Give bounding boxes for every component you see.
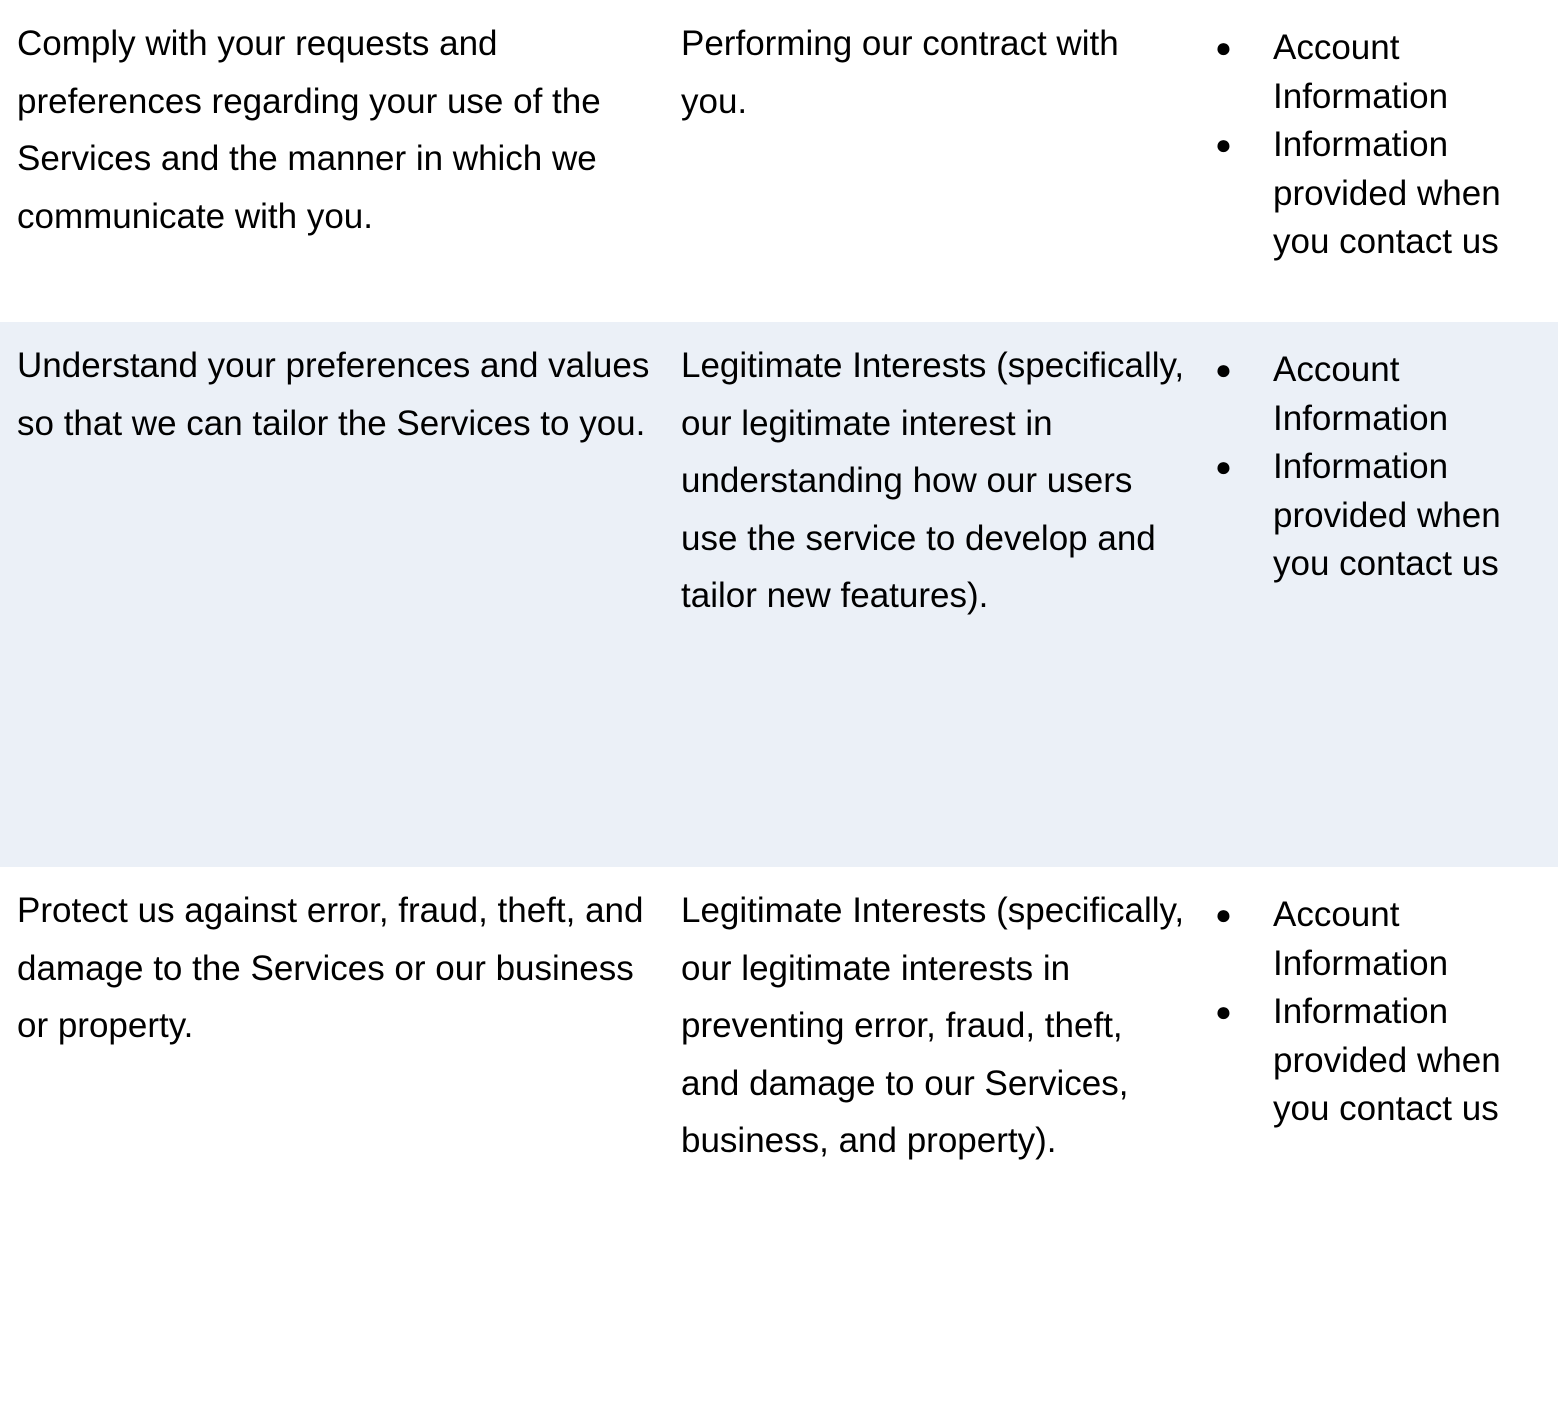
list-item	[1185, 24, 1558, 121]
bullet-icon: ●	[1215, 354, 1232, 385]
purpose-cell	[0, 0, 665, 322]
info-categories-cell	[1185, 867, 1558, 1404]
legal-basis-cell	[665, 322, 1185, 867]
list-item	[1185, 121, 1558, 267]
info-category-text: Information provided when you contact us	[1273, 447, 1501, 583]
info-category-text: Account Information	[1273, 895, 1449, 983]
legal-basis-text: Performing our contract with you.	[681, 24, 1119, 121]
list-item	[1185, 443, 1558, 589]
table-row	[0, 0, 1558, 322]
legal-basis-cell	[665, 0, 1185, 322]
info-categories-list	[1185, 867, 1558, 1134]
list-item	[1185, 988, 1558, 1134]
table-row	[0, 867, 1558, 1404]
legal-basis-cell	[665, 867, 1185, 1404]
bullet-icon: ●	[1215, 129, 1232, 160]
info-category-text: Account Information	[1273, 350, 1449, 438]
purpose-text: Comply with your requests and preferences regarding your use of the Services and the manner in which we communicate with you.	[17, 24, 601, 236]
bullet-icon: ●	[1215, 996, 1232, 1027]
info-categories-list	[1185, 322, 1558, 589]
legal-basis-text: Legitimate Interests (specifically, our legitimate interests in preventing error, fraud, theft, and damage to our Services, business, and property).	[681, 891, 1185, 1160]
bullet-icon: ●	[1215, 899, 1232, 930]
legal-basis-text: Legitimate Interests (specifically, our legitimate interest in understanding how our users use the service to develop and tailor new features).	[681, 346, 1185, 615]
info-category-text: Account Information	[1273, 28, 1449, 116]
bullet-icon: ●	[1215, 32, 1232, 63]
table-row	[0, 322, 1558, 867]
purpose-cell	[0, 867, 665, 1404]
purpose-cell	[0, 322, 665, 867]
list-item	[1185, 891, 1558, 988]
info-categories-cell	[1185, 322, 1558, 867]
info-category-text: Information provided when you contact us	[1273, 125, 1501, 261]
purpose-text: Understand your preferences and values so that we can tailor the Services to you.	[17, 346, 650, 443]
list-item	[1185, 346, 1558, 443]
info-categories-list	[1185, 0, 1558, 267]
info-category-text: Information provided when you contact us	[1273, 992, 1501, 1128]
info-categories-cell	[1185, 0, 1558, 322]
purpose-text: Protect us against error, fraud, theft, and damage to the Services or our business or property.	[17, 891, 644, 1045]
bullet-icon: ●	[1215, 451, 1232, 482]
